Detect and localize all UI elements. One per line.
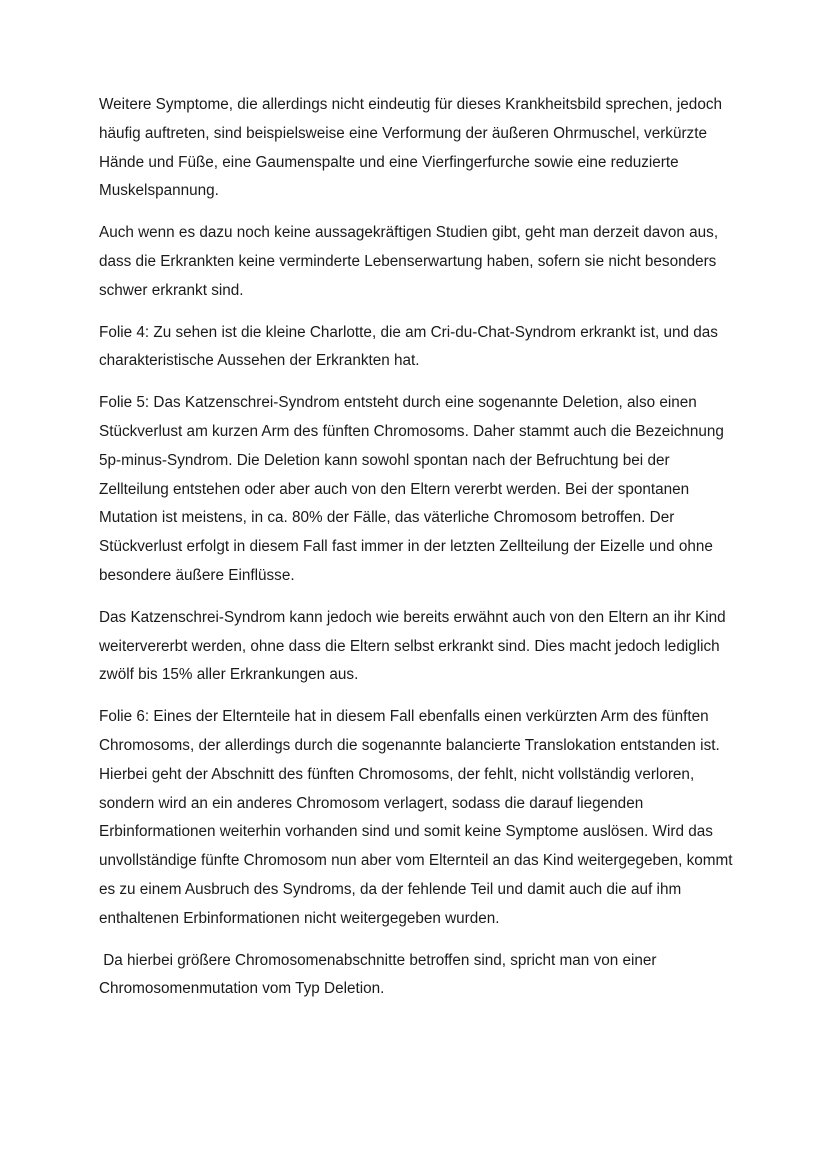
paragraph-slide-6: Folie 6: Eines der Elternteile hat in diesem Fall ebenfalls einen verkürzten Arm des fünften Chromosoms, der allerdings durch die sogenannte balancierte Translokation entstanden ist. Hierbei geht der Abschnitt des fünften Chromosoms, der fehlt, nicht vollständig verloren, sondern wird an ein anderes Chromosom verlagert, sodass die darauf liegenden Erbinformationen weiterhin vorhanden sind und somit keine Symptome auslösen. Wird das unvollständige fünfte Chromosom nun aber vom Elternteil an das Kind weitergegeben, kommt es zu einem Ausbruch des Syndroms, da der fehlende Teil und damit auch die auf ihm enthaltenen Erbinformationen nicht weitergegeben wurden.	[99, 708, 737, 927]
paragraph-life-expectancy: Auch wenn es dazu noch keine aussagekräftigen Studien gibt, geht man derzeit davon aus, dass die Erkrankten keine verminderte Lebenserwartung haben, sofern sie nicht besonders schwer erkrankt sind.	[99, 224, 723, 299]
paragraph-symptoms: Weitere Symptome, die allerdings nicht eindeutig für dieses Krankheitsbild sprechen, jedoch häufig auftreten, sind beispielsweise eine Verformung der äußeren Ohrmuschel, verkürzte Hände und Füße, eine Gaumenspalte und eine Vierfingerfurche sowie eine reduzierte Muskelspannung.	[99, 96, 727, 200]
paragraph-slide-4: Folie 4: Zu sehen ist die kleine Charlotte, die am Cri-du-Chat-Syndrom erkrankt ist, und das charakteristische Aussehen der Erkrankten hat.	[99, 323, 723, 370]
paragraph-inheritance: Das Katzenschrei-Syndrom kann jedoch wie bereits erwähnt auch von den Eltern an ihr Kind weitervererbt werden, ohne dass die Eltern selbst erkrankt sind. Dies macht jedoch lediglich zwölf bis 15% aller Erkrankungen aus.	[99, 608, 730, 684]
paragraph-slide-5: Folie 5: Das Katzenschrei-Syndrom entsteht durch eine sogenannte Deletion, also einen Stückverlust am kurzen Arm des fünften Chromosoms. Daher stammt auch die Bezeichnung 5p-minus-Syndrom. Die Deletion kann sowohl spontan nach der Befruchtung bei der Zellteilung entstehen oder aber auch von den Eltern vererbt werden. Bei der spontanen Mutation ist meistens, in ca. 80% der Fälle, das väterliche Chromosom betroffen. Der Stückverlust erfolgt in diesem Fall fast immer in der letzten Zellteilung der Eizelle und ohne besondere äußere Einflüsse.	[99, 394, 729, 584]
paragraph-conclusion: Da hierbei größere Chromosomenabschnitte betroffen sind, spricht man von einer Chromosomenmutation vom Typ Deletion.	[99, 951, 661, 998]
document-body	[99, 91, 739, 1017]
